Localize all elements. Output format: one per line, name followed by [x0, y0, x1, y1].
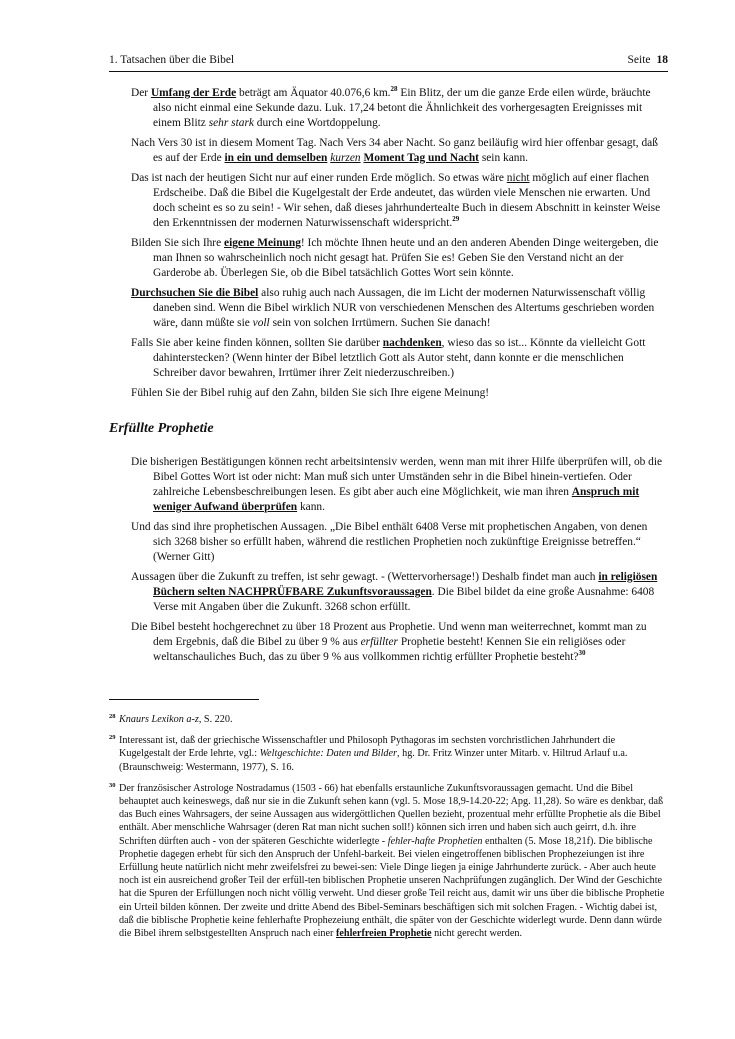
emphasis: in ein und demselben	[224, 152, 328, 164]
text: sein von solchen Irrtümern. Suchen Sie danach!	[269, 317, 491, 329]
footnote-ref-28[interactable]: 28	[390, 85, 398, 94]
paragraph-closing	[131, 386, 668, 401]
text: , S. 220.	[198, 714, 233, 725]
text: Die Bibel besteht hochgerechnet zu über 18 Prozent aus Prophetie. Und wenn man weiterrechnet, kommt man zu dem Ergebnis, daß die Bibel zu über 9 % aus	[131, 621, 647, 648]
footnote-ref-29[interactable]: 29	[452, 215, 460, 224]
text: enthalten (5. Mose 18,21f). Die biblische Prophetie dagegen erhebt für sich den Anspruch der Unfehl-barkeit. Bei vielen eingetroffenen biblischen Prophezeiungen ist ihre Erfüllung heute natürlich nicht mehr zweifelsfrei zu bewei-sen: Viele Dinge liegen ja einige Jahrhunderte zurück. - Aber auch heute noch ist ein ausreichend großer Teil der erfüll-ten biblischen Prophetie unseren Nachprüfungen zugänglich. Der Wind der Geschichte hat die Spuren der Erfüllungen noch nicht völlig verweht. Und dieser große Teil reicht aus, damit wir uns über die biblische Prophetie ein Urteil bilden können. Der zweite und dritte Abend des Bibel-Seminars beschäftigen sich mit solchen Fragen. - Wichtig dabei ist, daß die biblische Prophetie keine fehlerhafte Prophezeiung enthält, die später von der Geschichte widerlegt wurde. Denn dann würde die Bibel ihrem selbstgestellten Anspruch nach einer	[119, 835, 665, 940]
text: Das ist nach der heutigen Sicht nur auf einer runden Erde möglich. So etwas wäre	[131, 172, 507, 184]
italic-text: Weltgeschichte: Daten und Bilder	[259, 748, 398, 760]
emphasis: nachdenken	[382, 337, 442, 349]
footnote-ref-30[interactable]: 30	[578, 649, 586, 658]
footnote-29	[109, 734, 668, 774]
paragraph-own-opinion	[131, 236, 668, 281]
text: Der französischer Astrologe Nostradamus (1503 - 66) hat ebenfalls erstaunliche Zukunftsvoraussagen gemacht. Und die Bibel behauptet auch keineswegs, daß nur sie in die Zukunft sehen kann (vgl. 5. Mose 18,9-14.20-22; Apg. 11,28). So wäre es denkbar, daß das Buch eines Wahrsagers, der seine Aussagen aus widergöttlichen Quellen bezieht, prozentual mehr erfüllte Prophetie als die Bibel enthält. Aber menschliche Wahrsager (deren Rat man nicht suchen soll!) können sich irren und haben sich auch geirrt, d.h. ihre Schriften dürften auch - von der späteren Geschichte widerlegte -	[119, 782, 664, 847]
text: ! Ich möchte Ihnen heute und an den anderen Abenden Dinge weitergeben, die man Ihnen so wahrscheinlich noch nicht gesagt hat. Prüfen Sie es! Geben Sie den Verstand nicht an der Garderobe ab. Überlegen Sie, ob die Bibel tatsächlich Gottes Wort sein könnte.	[153, 237, 659, 279]
section-text-block	[131, 455, 668, 670]
text: Fühlen Sie der Bibel ruhig auf den Zahn, bilden Sie sich Ihre eigene Meinung!	[131, 387, 490, 399]
text: also ruhig auch nach Aussagen, die im Licht der modernen Naturwissenschaft völlig daneben sind. Wenn die Bibel wirklich NUR von verschiedenen Menschen des Altertums geschrieben worden wäre, dann müßte sie	[153, 287, 655, 329]
footnote-28	[109, 713, 668, 726]
emphasis: in religiösen Büchern selten NACHPRÜFBARE Zukunftsvoraussagen	[153, 571, 658, 598]
paragraph-search-bible	[131, 286, 668, 331]
text: kann.	[297, 501, 325, 513]
text: Die bisherigen Bestätigungen können recht arbeitsintensiv werden, wenn man mit ihrer Hilfe überprüfen will, ob die Bibel Gottes Wort ist oder nicht: Man muß sich unter Umständen sehr in die Bibel hinein-vertiefen. Oder zahlreiche Lebensbeschreibungen lesen. Es gibt aber auch eine Möglichkeit, wie man ihren	[131, 456, 663, 498]
emphasis: Umfang der Erde	[150, 87, 237, 99]
text: Interessant ist, daß der griechische Wissenschaftler und Philosoph Pythagoras im sechsten vorchristlichen Jahrhundert die Kugelgestalt der Erde lehrte, vgl.:	[119, 735, 616, 760]
italic-text: Knaurs Lexikon a-z	[119, 714, 199, 725]
text: sein kann.	[478, 152, 529, 164]
header-rule	[109, 71, 668, 72]
italic-underlined-text: kurzen	[330, 152, 361, 164]
page-header	[109, 54, 668, 72]
text: Prophetie besteht! Kennen Sie ein religiöses oder weltanschauliches Buch, das zu über 9 % aus vollkommen richtig erfüllter Prophetie besteht?	[153, 636, 626, 663]
paragraph-prophecy-percent	[131, 620, 668, 665]
text: . Die Bibel bildet da eine große Ausnahme: 6408 Verse mit Angaben über die Zukunft. 3268 schon erfüllt.	[153, 586, 655, 613]
emphasis: Durchsuchen Sie die Bibel	[131, 287, 259, 299]
footnote-number: 29	[109, 734, 116, 742]
header-page-indicator	[628, 54, 669, 66]
paragraph-future-statements	[131, 570, 668, 615]
text: Falls Sie aber keine finden können, sollten Sie darüber	[131, 337, 383, 349]
emphasis: fehlerfreien Prophetie	[336, 928, 432, 940]
text: nicht gerecht werden.	[431, 928, 523, 940]
emphasis: Anspruch mit weniger Aufwand überprüfen	[153, 486, 640, 513]
header-page-label: Seite	[627, 54, 651, 66]
paragraph-prophetic-statements	[131, 520, 668, 565]
italic-text: voll	[252, 317, 270, 329]
text: , hg. Dr. Fritz Winzer unter Mitarb. v. Hiltrud Arlauf u.a. (Braunschweig: Westermann, 1977), S. 16.	[119, 748, 628, 773]
paragraph-round-earth	[131, 171, 668, 231]
paragraph-earth-circumference	[131, 86, 668, 131]
text: Ein Blitz, der um die ganze Erde eilen würde, bräuchte also nicht einmal eine Sekunde dazu. Luk. 17,24 betont die Ähnlichkeit des vorhergesagten Ereignisses mit einem Blitz	[153, 87, 651, 129]
emphasis: Moment Tag und Nacht	[363, 152, 479, 164]
paragraph-day-and-night	[131, 136, 668, 166]
footnote-number: 28	[109, 713, 116, 720]
text: Und das sind ihre prophetischen Aussagen. „Die Bibel enthält 6408 Verse mit prophetischen Angaben, von denen sich 3268 bisher so erfüllt haben, während die restlichen Prophetien noch zukünftige Ereignisse betreffen.“ (Werner Gitt)	[131, 521, 648, 563]
header-page-number: 18	[656, 54, 668, 66]
text: , wieso das so ist... Könnte da vielleicht Gott dahinterstecken? (Wenn hinter der Bibel letztlich Gott als Autor steht, dann konnte er die menschlichen Schreiber davor bewahren, Irrtümer ihrer Zeit niederzuschreiben.)	[153, 337, 646, 379]
text: beträgt am Äquator 40.076,6 km.	[236, 87, 391, 99]
italic-text: erfüllter	[360, 636, 398, 648]
footnotes	[109, 713, 668, 948]
italic-text: sehr stark	[208, 117, 254, 129]
text: Bilden Sie sich Ihre	[131, 237, 225, 249]
emphasis: eigene Meinung	[224, 237, 301, 249]
footnote-number: 30	[109, 781, 116, 789]
text: Der	[131, 87, 151, 99]
footnote-30	[109, 782, 668, 940]
main-text-block	[131, 86, 668, 406]
header-chapter-title: 1. Tatsachen über die Bibel	[109, 54, 235, 66]
section-heading: Erfüllte Prophetie	[109, 421, 214, 436]
text: möglich auf einer flachen Erdscheibe. Daß die Bibel die Kugelgestalt der Erde andeutet, das würden viele Menschen nie erwarten. Und doch scheint es so zu sein! - Wir sehen, daß dieses jahrhundertealte Buch in diesem Abschnitt in keinster Weise den Erkenntnissen der modernen Naturwissenschaft widerspricht.	[153, 172, 661, 229]
text: Nach Vers 30 ist in diesem Moment Tag. Nach Vers 34 aber Nacht. So ganz beiläufig wird hier offenbar gesagt, daß es auf der Erde	[131, 137, 658, 164]
text: Aussagen über die Zukunft zu treffen, ist sehr gewagt. - (Wettervorhersage!) Deshalb findet man auch	[131, 571, 599, 583]
italic-text: fehler-hafte Prophetien	[387, 835, 483, 847]
paragraph-reflect	[131, 336, 668, 381]
paragraph-confirmations	[131, 455, 668, 515]
underlined-text: nicht	[506, 172, 530, 184]
footnote-separator	[109, 699, 259, 700]
text: durch eine Wortdoppelung.	[253, 117, 381, 129]
